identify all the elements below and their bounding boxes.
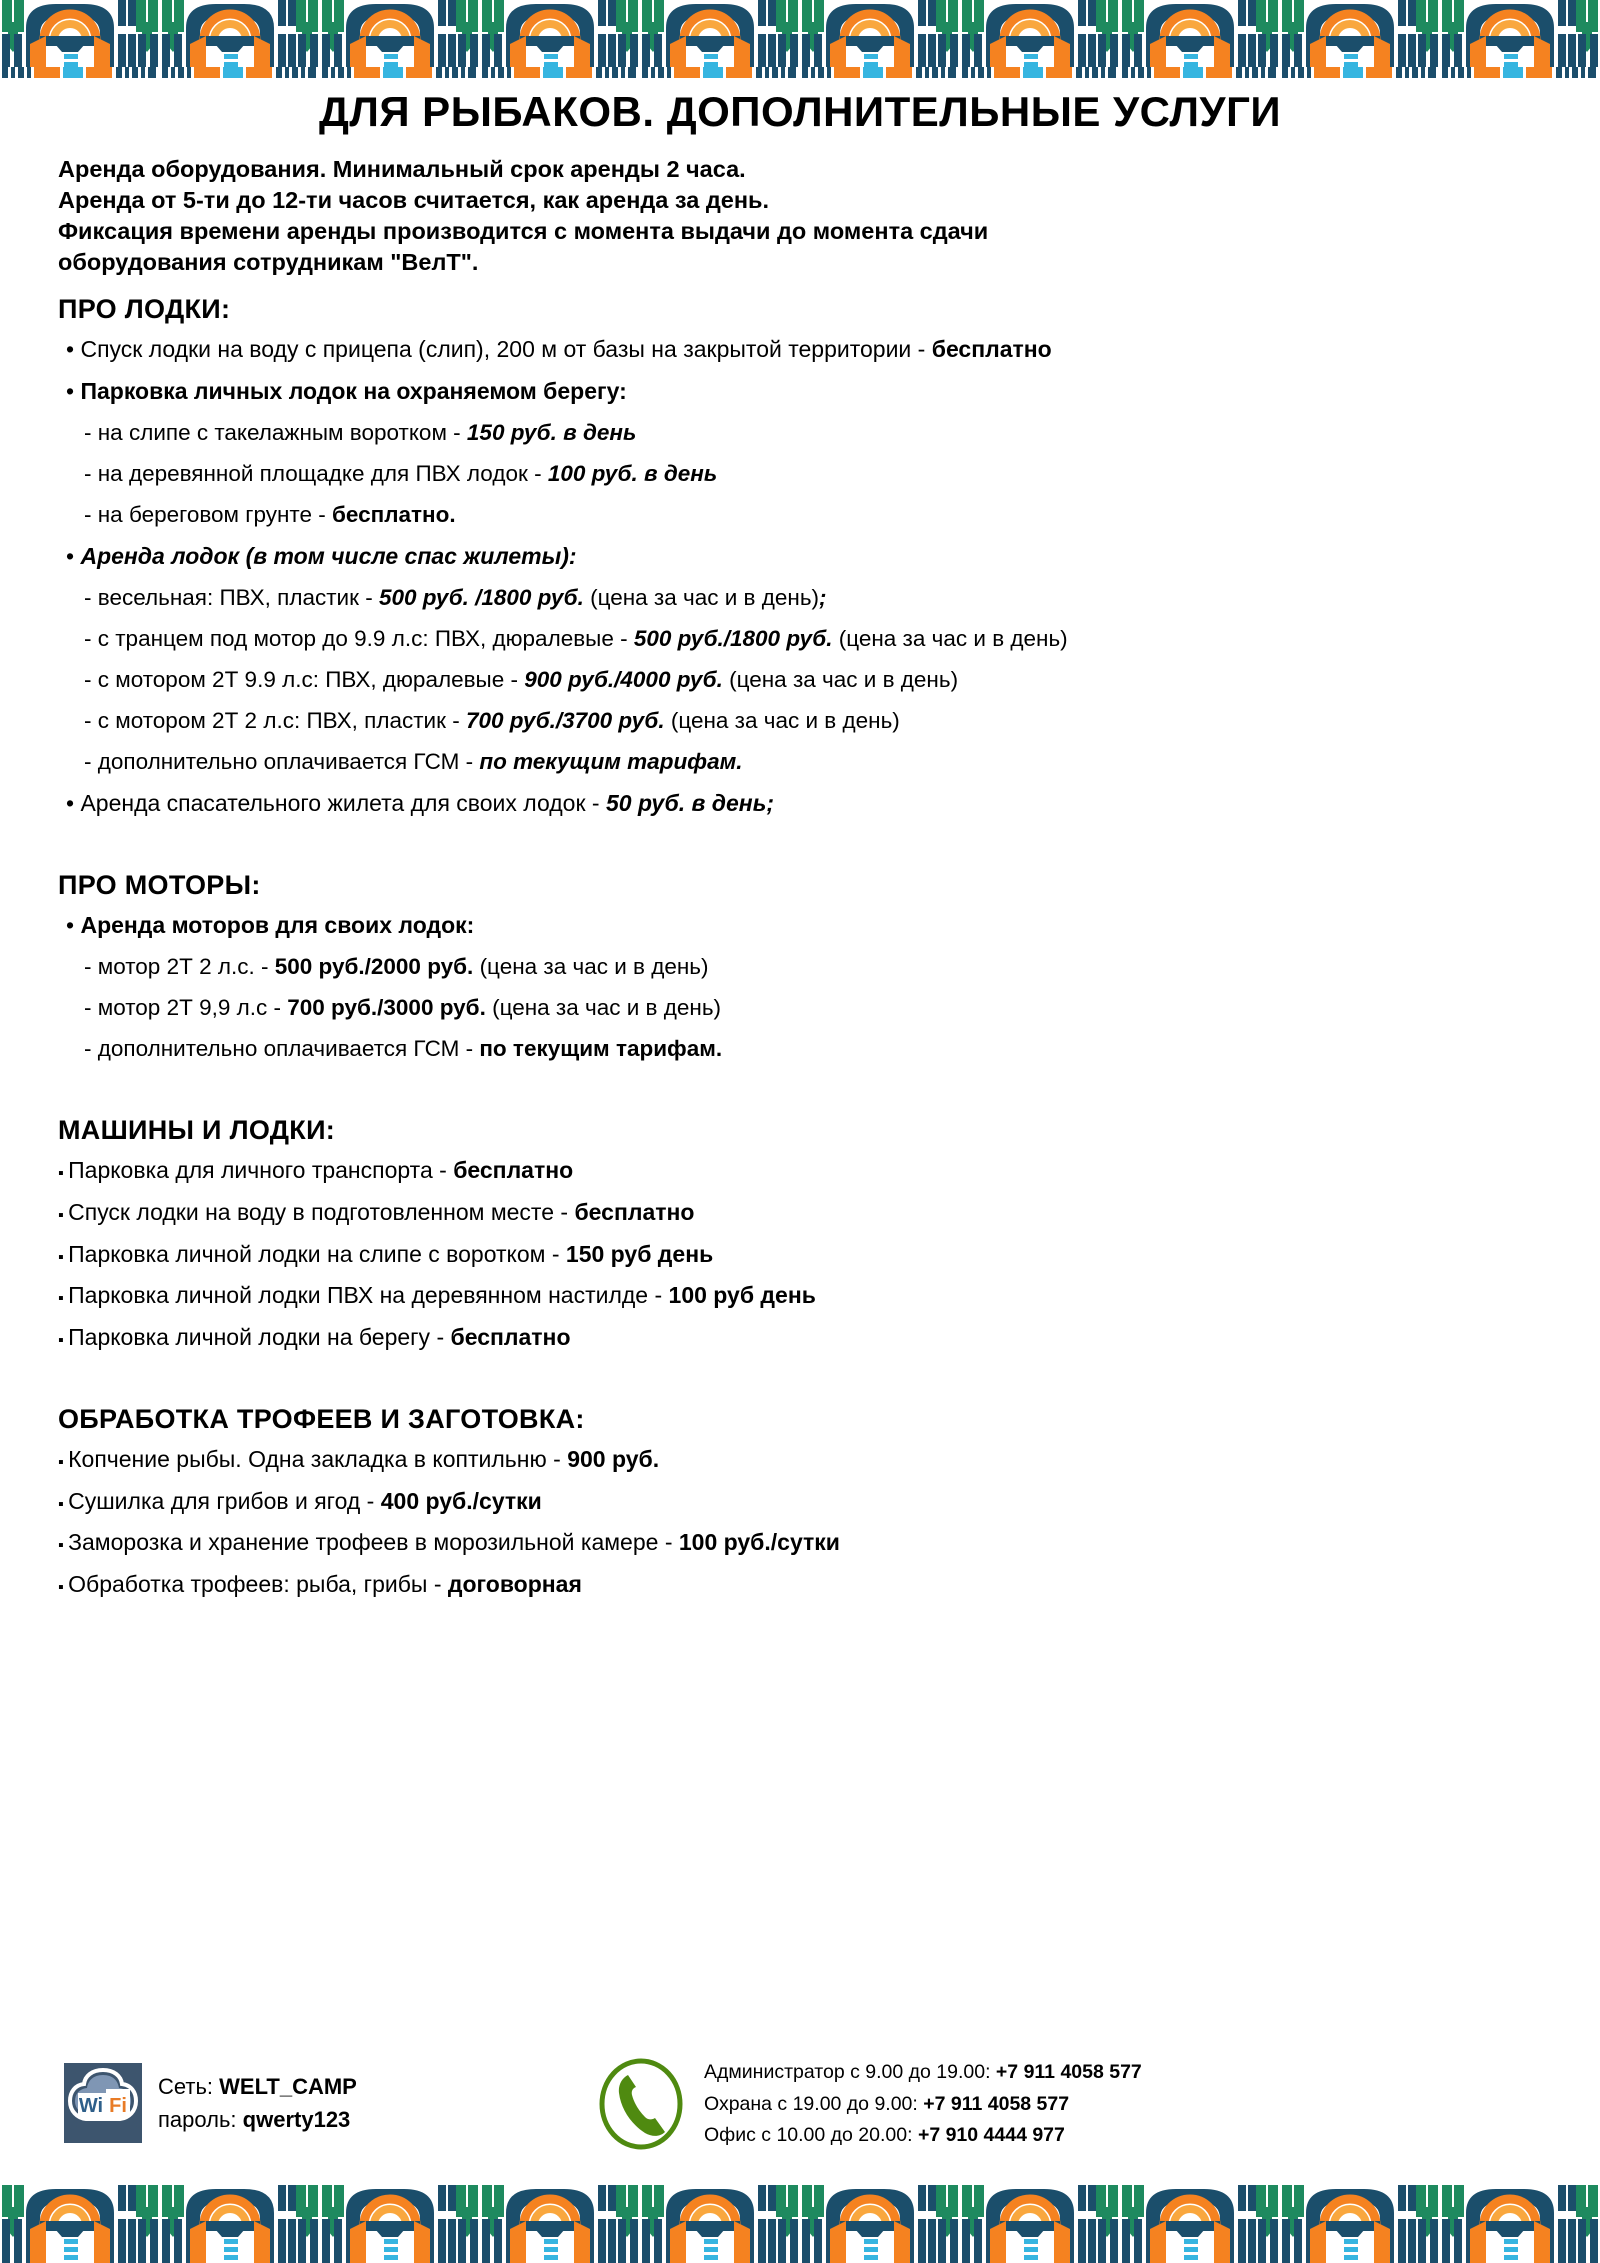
section-heading: ОБРАБОТКА ТРОФЕЕВ И ЗАГОТОВКА: xyxy=(58,1403,585,1434)
footer xyxy=(58,2061,1542,2171)
ornament-tile xyxy=(1440,2185,1600,2263)
bullet-marker: • xyxy=(66,912,81,939)
square-marker: ▪ xyxy=(58,1165,69,1183)
stripe-tile xyxy=(320,67,480,78)
price-item xyxy=(58,1281,1542,1310)
wifi-network-label: Сеть: xyxy=(158,2074,220,2099)
bullet-marker: • xyxy=(66,790,81,817)
top-thin-stripe xyxy=(0,67,1600,78)
item-note: (цена за час и в день) xyxy=(664,708,900,734)
item-price: 700 руб./3700 руб. xyxy=(465,708,665,734)
wifi-network-value: WELT_CAMP xyxy=(219,2074,357,2099)
item-note: (цена за час и в день) xyxy=(485,994,722,1020)
stripe-tile xyxy=(1120,67,1280,78)
item-separator: - xyxy=(446,419,467,445)
item-separator: - xyxy=(504,666,525,692)
wifi-info xyxy=(64,2063,357,2143)
intro-line: Фиксация времени аренды производится с момента выдачи до момента сдачи xyxy=(58,218,989,245)
intro-line: Аренда оборудования. Минимальный срок аренды 2 часа. xyxy=(58,156,746,182)
contact-line xyxy=(704,2057,1142,2089)
price-item xyxy=(58,1240,1542,1269)
item-separator: - xyxy=(613,625,634,651)
price-item xyxy=(58,666,1542,694)
price-item xyxy=(58,1445,1542,1474)
bullet-marker: • xyxy=(66,336,81,363)
price-item xyxy=(58,542,1542,571)
item-note: (цена за час и в день) xyxy=(722,666,959,692)
ornament-tile xyxy=(160,2185,320,2263)
price-item xyxy=(58,335,1542,364)
item-price: 100 руб./сутки xyxy=(678,1529,840,1556)
item-price: 500 руб./1800 руб. xyxy=(633,625,833,651)
item-separator: - xyxy=(267,994,288,1020)
item-label: Обработка трофеев: рыба, грибы xyxy=(68,1571,434,1598)
item-price: по текущим тарифам. xyxy=(479,1036,723,1062)
contact-phone: +7 910 4444 977 xyxy=(917,2124,1065,2147)
item-price: 100 руб день xyxy=(668,1282,816,1309)
intro-line: оборудования сотрудникам "ВелТ". xyxy=(58,249,479,276)
stripe-tile xyxy=(0,67,160,78)
contact-label: Администратор с 9.00 до 19.00: xyxy=(704,2061,996,2083)
section-heading: МАШИНЫ И ЛОДКИ: xyxy=(58,1115,336,1146)
stripe-tile xyxy=(800,67,960,78)
item-separator: - xyxy=(254,953,275,979)
item-separator: - xyxy=(527,460,548,486)
item-separator: - xyxy=(430,1324,451,1351)
item-separator: - xyxy=(551,1240,566,1267)
wifi-password-line xyxy=(158,2103,357,2136)
contact-label: Охрана с 19.00 до 9.00: xyxy=(704,2092,924,2115)
price-item xyxy=(58,748,1542,776)
item-label: на слипе с такелажным воротком xyxy=(97,419,447,445)
ornament-tile xyxy=(1280,2185,1440,2263)
item-price: 100 руб. в день xyxy=(547,460,718,486)
price-item xyxy=(58,1570,1542,1599)
item-label: Сушилка для грибов и ягод xyxy=(68,1487,361,1514)
price-item xyxy=(58,501,1542,529)
price-item xyxy=(58,1487,1542,1516)
item-separator: - xyxy=(911,336,932,363)
ornament-tile xyxy=(320,2185,480,2263)
ornament-tile xyxy=(640,2185,800,2263)
item-separator: - xyxy=(311,501,332,527)
bottom-ornament-border xyxy=(0,2185,1600,2263)
item-price: 50 руб. в день; xyxy=(606,790,775,817)
item-separator: - xyxy=(445,708,466,734)
item-label: Аренда моторов для своих лодок: xyxy=(80,912,475,939)
stripe-tile xyxy=(480,67,640,78)
ornament-tile xyxy=(1120,2185,1280,2263)
wifi-credentials xyxy=(158,2070,357,2136)
price-item xyxy=(58,1528,1542,1557)
wifi-network-line xyxy=(158,2070,357,2103)
item-label: Парковка личной лодки на берегу xyxy=(68,1324,431,1351)
item-label: Парковка личной лодки ПВХ на деревянном настилде xyxy=(68,1282,655,1309)
contact-lines xyxy=(704,2057,1142,2152)
item-label: мотор 2Т 2 л.с. xyxy=(97,953,255,979)
stripe-tile xyxy=(960,67,1120,78)
item-price: 900 руб. xyxy=(567,1445,660,1472)
bullet-marker: • xyxy=(66,377,81,404)
section-heading: ПРО ЛОДКИ: xyxy=(58,294,231,325)
square-marker: ▪ xyxy=(58,1453,69,1471)
main-content xyxy=(0,78,1600,1612)
item-price: 150 руб день xyxy=(565,1240,714,1267)
wifi-icon-fi-label: Fi xyxy=(109,2095,127,2117)
contact-phone: +7 911 4058 577 xyxy=(923,2092,1070,2115)
stripe-tile xyxy=(160,67,320,78)
price-item xyxy=(58,1156,1542,1185)
price-item xyxy=(58,419,1542,447)
price-item xyxy=(58,625,1542,653)
item-label: Аренда лодок (в том числе спас жилеты): xyxy=(80,542,577,569)
item-price: по текущим тарифам. xyxy=(479,749,743,775)
square-marker: ▪ xyxy=(58,1579,69,1597)
price-item xyxy=(58,377,1542,406)
ornament-tile xyxy=(960,2185,1120,2263)
item-label: на деревянной площадке для ПВХ лодок xyxy=(97,460,528,486)
item-price: 400 руб./сутки xyxy=(380,1487,542,1514)
item-label: Парковка личных лодок на охраняемом берегу: xyxy=(80,377,627,404)
bullet-marker: • xyxy=(66,542,81,569)
section-item-list xyxy=(58,1445,1542,1599)
item-label: с мотором 2Т 2 л.с: ПВХ, пластик xyxy=(97,708,446,734)
wifi-icon-wi-label: Wi xyxy=(78,2095,104,2117)
item-label: дополнительно оплачивается ГСМ xyxy=(97,1036,460,1062)
item-separator: - xyxy=(554,1198,575,1225)
intro-paragraph xyxy=(58,154,1542,278)
item-label: Парковка личной лодки на слипе с воротком xyxy=(68,1240,552,1267)
item-price: 500 руб. /1800 руб. xyxy=(378,584,584,610)
item-note: (цена за час и в день) xyxy=(583,584,820,610)
item-separator: - xyxy=(654,1282,669,1309)
item-price: бесплатно xyxy=(453,1157,574,1184)
stripe-tile xyxy=(640,67,800,78)
item-separator: - xyxy=(459,749,480,775)
item-price: 500 руб./2000 руб. xyxy=(274,953,474,979)
section-item-list xyxy=(58,911,1542,1063)
square-marker: ▪ xyxy=(58,1537,69,1555)
item-note: (цена за час и в день) xyxy=(832,625,1068,651)
ornament-tile xyxy=(800,2185,960,2263)
price-item xyxy=(58,1323,1542,1352)
price-item xyxy=(58,460,1542,488)
section-item-list xyxy=(58,335,1542,818)
item-label: Спуск лодки на воду в подготовленном месте xyxy=(68,1198,554,1225)
item-separator: - xyxy=(664,1529,679,1556)
item-price: бесплатно xyxy=(450,1324,571,1351)
contact-line xyxy=(704,2089,1142,2121)
item-separator: - xyxy=(433,1571,448,1598)
wifi-password-value: qwerty123 xyxy=(242,2107,351,2132)
contact-phone: +7 911 4058 577 xyxy=(995,2061,1142,2083)
item-label: весельная: ПВХ, пластик xyxy=(97,584,359,610)
intro-line: Аренда от 5-ти до 12-ти часов считается, как аренда за день. xyxy=(58,187,770,214)
stripe-tile xyxy=(1440,67,1600,78)
contact-info xyxy=(598,2057,1142,2152)
item-label: мотор 2Т 9,9 л.с xyxy=(97,994,268,1020)
phone-icon xyxy=(598,2058,684,2150)
item-label: Аренда спасательного жилета для своих лодок xyxy=(80,790,586,817)
item-label: дополнительно оплачивается ГСМ xyxy=(97,749,460,775)
item-separator: - xyxy=(432,1157,454,1184)
price-item xyxy=(58,994,1542,1022)
item-price: бесплатно xyxy=(931,336,1052,363)
page-title: ДЛЯ РЫБАКОВ. ДОПОЛНИТЕЛЬНЫЕ УСЛУГИ xyxy=(318,88,1282,135)
item-label: Копчение рыбы. Одна закладка в коптильню xyxy=(68,1445,554,1472)
item-price: бесплатно. xyxy=(331,501,456,527)
square-marker: ▪ xyxy=(58,1206,69,1224)
item-label: Спуск лодки на воду с прицепа (слип), 200 м от базы на закрытой территории xyxy=(80,336,912,363)
item-price: 150 руб. в день xyxy=(466,419,637,445)
ornament-tile xyxy=(480,2185,640,2263)
price-item xyxy=(58,953,1542,981)
sections-container xyxy=(58,294,1542,1599)
item-separator: - xyxy=(358,584,379,610)
square-marker: ▪ xyxy=(58,1332,69,1350)
item-label: с транцем под мотор до 9.9 л.с: ПВХ, дюралевые xyxy=(97,625,614,651)
price-item xyxy=(58,1198,1542,1227)
item-note-tail: ; xyxy=(819,584,827,610)
item-label: Парковка для личного транспорта xyxy=(68,1157,433,1184)
item-label: Заморозка и хранение трофеев в морозильной камере xyxy=(68,1529,665,1556)
item-separator: - xyxy=(360,1487,381,1514)
wifi-icon xyxy=(64,2063,142,2143)
square-marker: ▪ xyxy=(58,1248,69,1266)
item-price: договорная xyxy=(447,1571,582,1598)
section-heading: ПРО МОТОРЫ: xyxy=(58,870,261,901)
item-label: на береговом грунте xyxy=(97,501,312,527)
wifi-password-label: пароль: xyxy=(158,2107,243,2132)
stripe-tile xyxy=(1280,67,1440,78)
item-separator: - xyxy=(459,1036,480,1062)
section-item-list xyxy=(58,1156,1542,1352)
contact-line xyxy=(704,2120,1142,2152)
item-note: (цена за час и в день) xyxy=(473,953,709,979)
ornament-tile xyxy=(0,2185,160,2263)
item-separator: - xyxy=(553,1445,568,1472)
item-separator: - xyxy=(585,790,606,817)
item-price: бесплатно xyxy=(574,1198,695,1225)
price-item xyxy=(58,1035,1542,1063)
item-price: 900 руб./4000 руб. xyxy=(524,666,723,692)
price-item xyxy=(58,789,1542,818)
square-marker: ▪ xyxy=(58,1495,69,1513)
price-item xyxy=(58,707,1542,735)
price-item xyxy=(58,584,1542,612)
item-label: с мотором 2Т 9.9 л.с: ПВХ, дюралевые xyxy=(97,666,505,692)
item-price: 700 руб./3000 руб. xyxy=(287,994,486,1020)
square-marker: ▪ xyxy=(58,1290,69,1308)
contact-label: Офис с 10.00 до 20.00: xyxy=(704,2124,918,2147)
price-item xyxy=(58,911,1542,940)
